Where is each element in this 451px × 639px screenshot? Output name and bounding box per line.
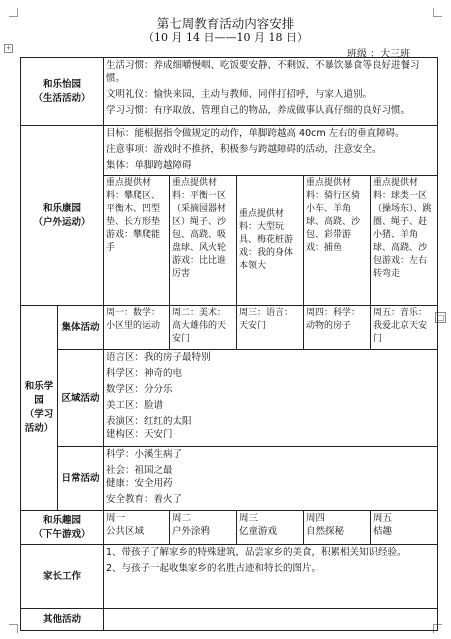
family-line: 1、带孩子了解家乡的特殊建筑，品尝家乡的美食，积累相关知识经验。	[106, 547, 407, 558]
daily-item: 科学：小溪生病了	[106, 449, 183, 460]
life-row	[21, 58, 438, 126]
family-content	[104, 545, 438, 609]
life-section-name: 和乐怡园	[43, 78, 82, 90]
health-focus-cell: 重点提供材料：大型玩具、梅花桩游戏：我的身体本领大	[237, 176, 304, 306]
learning-group-item: 周四：科学：动物的房子	[304, 306, 371, 350]
document-title: 第七周教育活动内容安排	[156, 16, 295, 31]
fun-game: 户外涂鸦	[172, 526, 211, 537]
area-item: 语言区：我的房子最特别	[106, 352, 211, 363]
learning-group-item: 周三：语言：天安门	[237, 306, 304, 350]
fun-section-sub: （下午游戏）	[33, 528, 91, 540]
health-section-name: 和乐康园	[43, 202, 82, 214]
health-rule: 注意事项：游戏时不推挤，积极参与跨越障碍的活动，注意安全。	[106, 144, 382, 155]
learning-area-content	[104, 350, 438, 447]
life-section-sub: （生活活动）	[33, 92, 91, 104]
area-item: 数学区：分分乐	[106, 384, 173, 395]
learning-group-label: 集体活动	[58, 306, 104, 350]
family-line: 2、与孩子一起收集家乡的名胜古迹和特长的图片。	[106, 563, 322, 574]
family-row	[21, 545, 438, 609]
fun-day-cell	[371, 511, 438, 545]
fun-game: 桔趣	[373, 526, 393, 537]
daily-item: 健康：安全用药	[106, 478, 173, 489]
page-corner-mark	[9, 624, 18, 633]
other-content	[104, 609, 438, 631]
area-item: 建构区：天安门	[106, 429, 173, 440]
learning-daily-row	[21, 447, 438, 511]
learning-daily-label: 日常活动	[58, 447, 104, 511]
fun-game: 亿童游戏	[239, 526, 278, 537]
weekly-plan-table	[20, 57, 438, 631]
fun-day-cell	[170, 511, 237, 545]
learning-group-item: 周一：数学：小区里的运动	[104, 306, 170, 350]
daily-item: 社会：祖国之最	[106, 465, 173, 476]
life-line: 学习习惯：有序取放、管理自己的物品，养成做事认真仔细的良好习惯。	[106, 105, 411, 116]
learning-area-label: 区域活动	[58, 350, 104, 447]
table-resize-handle-icon[interactable]: □	[436, 313, 445, 322]
learning-group-item: 周二：美术：高大雄伟的天安门	[170, 306, 237, 350]
learning-area-row	[21, 350, 438, 447]
table-move-handle-icon[interactable]: +	[5, 44, 12, 52]
fun-section-name: 和乐趣园	[43, 514, 82, 526]
other-row	[21, 609, 438, 631]
life-line: 生活习惯：养成细嚼慢咽、吃饭要安静、不剩饭、不暴饮暴食等良好进餐习惯。	[106, 60, 420, 84]
life-section-header	[21, 58, 104, 126]
area-item: 科学区：神奇的电	[106, 368, 183, 379]
life-line: 文明礼仪：愉快来园，主动与教师、同伴打招呼，与家人道别。	[106, 89, 373, 100]
learning-group-item: 周五：音乐：我爱北京天安门	[371, 306, 438, 350]
fun-day: 周四	[306, 513, 326, 524]
area-item: 表演区：红红的太阳	[106, 416, 192, 427]
fun-day: 周一	[106, 513, 126, 524]
fun-game: 自然探秘	[306, 526, 345, 537]
fun-day-cell	[104, 511, 170, 545]
health-focus-cell: 重点提供材料：平衡一区（采摘园器材区）绳子、沙包、高跷、吸盘球、风火轮游戏：比比谁厉害	[170, 176, 237, 306]
area-item: 美工区：脸谱	[106, 400, 164, 411]
health-row-top	[21, 126, 438, 176]
fun-day-cell	[304, 511, 371, 545]
fun-day: 周三	[239, 513, 259, 524]
learning-group-row	[21, 306, 438, 350]
learning-section-name: 和乐学园	[24, 381, 54, 406]
document-subtitle: （10 月 14 日——10 月 18 日）	[143, 31, 308, 44]
health-section-header	[21, 126, 104, 306]
health-group: 集体：单脚跨越障碍	[106, 160, 192, 171]
other-section-header: 其他活动	[21, 609, 104, 631]
health-section-sub: （户外运动）	[33, 216, 91, 228]
family-section-header: 家长工作	[21, 545, 104, 609]
health-focus-cell: 重点提供材料：攀爬区、平衡木、凹型垫、长方形垫游戏：攀爬能手	[104, 176, 170, 306]
health-focus-cell: 重点提供材料：球类一区（操场东）、跳圈、绳子、赶小猪、羊角球、高跷、沙包游戏：左右转弯走	[371, 176, 438, 306]
fun-day: 周五	[373, 513, 393, 524]
learning-section-header	[21, 306, 58, 511]
learning-daily-content	[104, 447, 438, 511]
class-label: 班级 ：大三班	[347, 49, 411, 60]
fun-game: 公共区域	[106, 526, 145, 537]
fun-row	[21, 511, 438, 545]
learning-section-sub: （学习活动）	[24, 409, 54, 434]
fun-day: 周二	[172, 513, 192, 524]
fun-day-cell	[237, 511, 304, 545]
daily-item: 安全教育：着火了	[106, 494, 183, 505]
health-goal: 目标：能根据指令做规定的动作，单脚跨越高 40cm 左右的垂直障碍。	[106, 128, 405, 139]
health-focus-cell: 重点提供材料：骑行区骑小车、羊角球、高跷、沙包、彩带游戏：捕鱼	[304, 176, 371, 306]
life-content	[104, 58, 438, 126]
health-goals	[104, 126, 438, 176]
fun-section-header	[21, 511, 104, 545]
